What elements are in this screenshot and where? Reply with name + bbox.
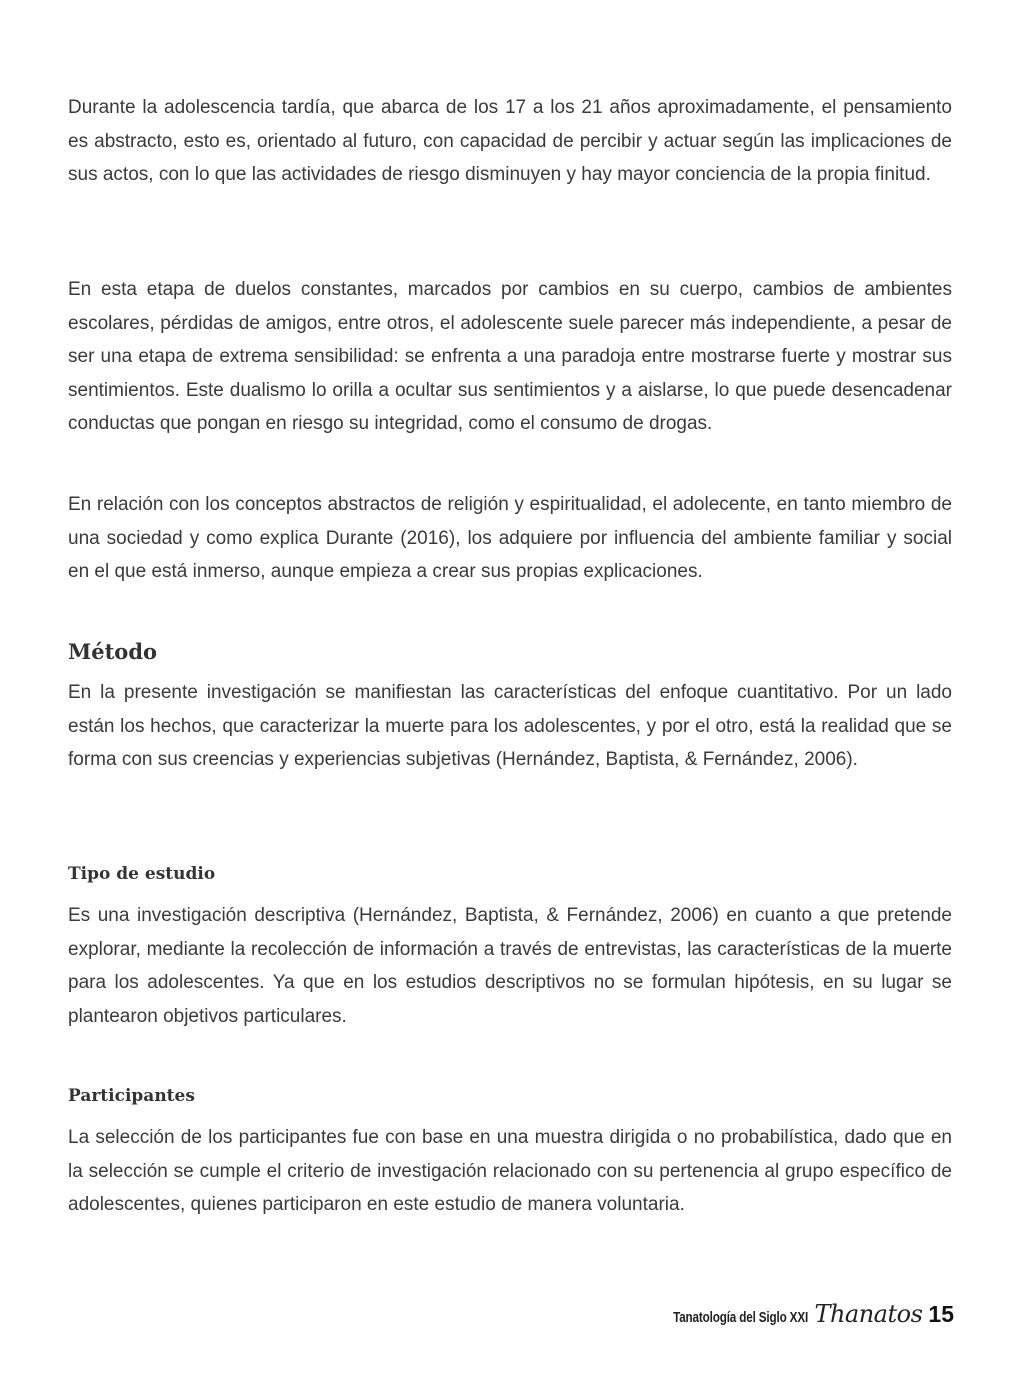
heading-metodo: Método xyxy=(68,639,158,664)
page-number: 15 xyxy=(928,1301,954,1327)
paragraph-metodo: En la presente investigación se manifiestan las características del enfoque cuantitativo. Por un lado están los hechos, que caracterizar la muerte para los adolescentes, y por el otro, está la realidad que se forma con sus creencias y experiencias subjetivas (Hernández, Baptista, & Fernández, 2006). xyxy=(68,682,952,770)
heading-tipo-de-estudio: Tipo de estudio xyxy=(68,864,216,884)
footer-journal-name: Tanatología del Siglo XXI xyxy=(673,1309,809,1326)
paragraph-adolescencia-tardia: Durante la adolescencia tardía, que abarca de los 17 a los 21 años aproximadamente, el pensamiento es abstracto, esto es, orientado al futuro, con capacidad de percibir y actuar según las implicaciones de sus actos, con lo que las actividades de riesgo disminuyen y hay mayor conciencia de la propia finitud. xyxy=(68,97,952,185)
paragraph-religion: En relación con los conceptos abstractos de religión y espiritualidad, el adolecente, en tanto miembro de una sociedad y como explica Durante (2016), los adquiere por influencia del ambiente familiar y social en el que está inmerso, aunque empieza a crear sus propias explicaciones. xyxy=(68,494,952,582)
paragraph-tipo-de-estudio: Es una investigación descriptiva (Hernández, Baptista, & Fernández, 2006) en cuanto a que pretende explorar, mediante la recolección de información a través de entrevistas, las características de la muerte para los adolescentes. Ya que en los estudios descriptivos no se formulan hipótesis, en su lugar se plantearon objetivos particulares. xyxy=(68,905,952,1027)
heading-participantes: Participantes xyxy=(68,1086,195,1106)
page-footer xyxy=(635,1300,954,1328)
paragraph-duelos: En esta etapa de duelos constantes, marcados por cambios en su cuerpo, cambios de ambientes escolares, pérdidas de amigos, entre otros, el adolescente suele parecer más independiente, a pesar de ser una etapa de extrema sensibilidad: se enfrenta a una paradoja entre mostrarse fuerte y mostrar sus sentimientos. Este dualismo lo orilla a ocultar sus sentimientos y a aislarse, lo que puede desencadenar conductas que pongan en riesgo su integridad, como el consumo de drogas. xyxy=(68,279,952,434)
footer-brand-logo: Thanatos xyxy=(814,1300,923,1328)
paragraph-participantes: La selección de los participantes fue con base en una muestra dirigida o no probabilística, dado que en la selección se cumple el criterio de investigación relacionado con su pertenencia al grupo específico de adolescentes, quienes participaron en este estudio de manera voluntaria. xyxy=(68,1127,952,1215)
